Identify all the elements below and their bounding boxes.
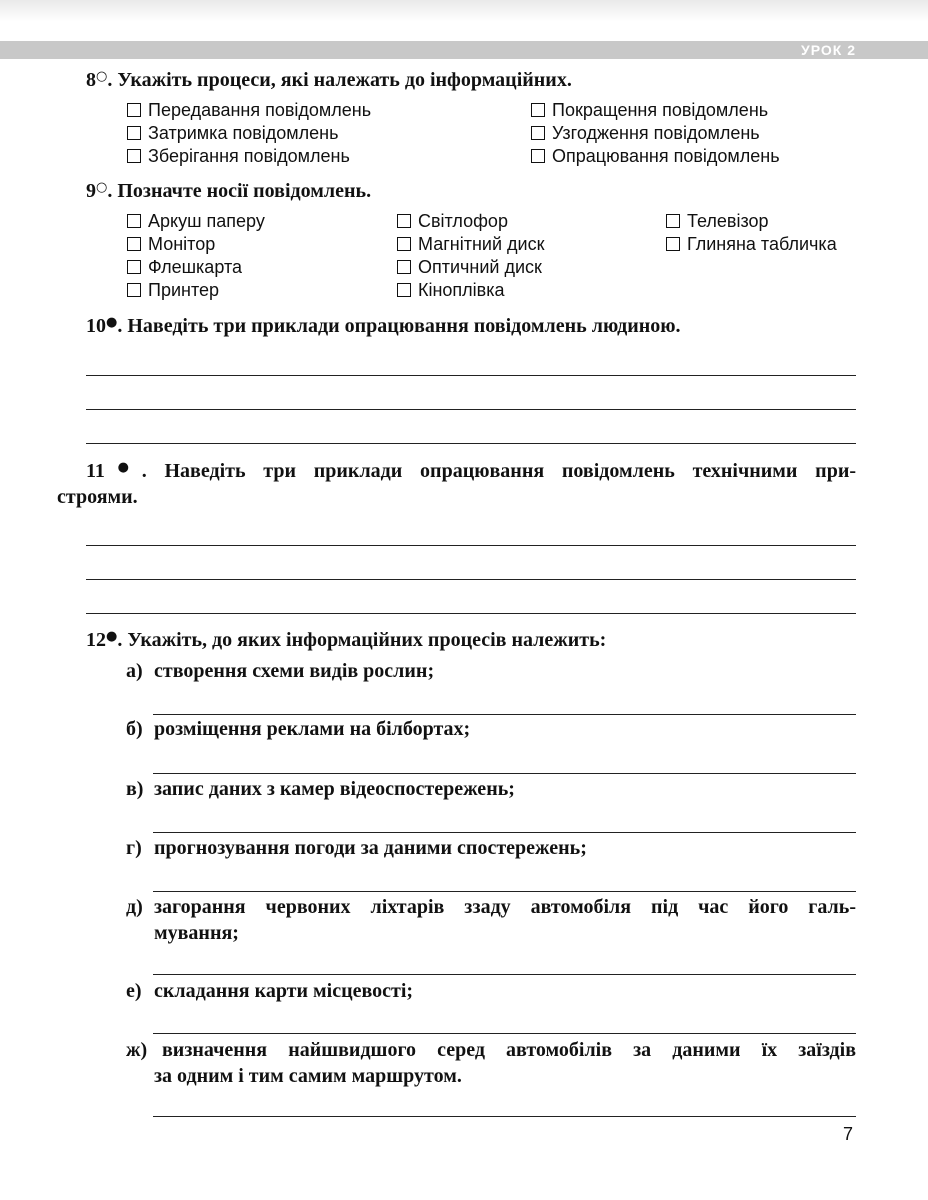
top-shadow xyxy=(0,0,928,22)
q12-item-c: в) запис даних з камер відеоспостережень; xyxy=(126,778,515,800)
page-number: 7 xyxy=(843,1124,854,1144)
checkbox-icon[interactable] xyxy=(397,283,411,297)
q12-item-g: ж) визначення найшвидшого серед автомобілів за даними їх заїздів xyxy=(126,1039,856,1061)
q12-item-e-continued: мування; xyxy=(154,922,239,944)
question-12-number: 12 xyxy=(86,629,106,651)
answer-line[interactable] xyxy=(153,974,856,975)
checkbox-icon[interactable] xyxy=(127,126,141,140)
question-9-text: Позначте носії повідомлень. xyxy=(117,180,372,202)
checkbox-icon[interactable] xyxy=(127,103,141,117)
q12-item-e: д) загорання червоних ліхтарів ззаду автомобіля під час його галь- xyxy=(126,896,856,918)
answer-line[interactable] xyxy=(86,545,856,546)
q9-option-5[interactable]: Світлофор xyxy=(397,210,508,232)
question-8-number: 8 xyxy=(86,69,96,91)
question-12: 12●. Укажіть, до яких інформаційних процесів належить: xyxy=(86,629,607,651)
q9-option-3[interactable]: Флешкарта xyxy=(127,256,242,278)
question-8-text: Укажіть процеси, які належать до інформаційних. xyxy=(117,69,572,91)
answer-line[interactable] xyxy=(153,1116,856,1117)
question-12-text: Укажіть, до яких інформаційних процесів належить: xyxy=(127,629,607,651)
checkbox-icon[interactable] xyxy=(127,260,141,274)
q8-option-1[interactable]: Передавання повідомлень xyxy=(127,99,371,121)
q9-option-1[interactable]: Аркуш паперу xyxy=(127,210,265,232)
level-dot-icon: ● xyxy=(106,629,118,644)
q9-option-7[interactable]: Оптичний диск xyxy=(397,256,542,278)
q12-item-b: б) розміщення реклами на білбортах; xyxy=(126,718,471,740)
q9-option-2[interactable]: Монітор xyxy=(127,233,215,255)
level-circle-icon: ○ xyxy=(96,180,108,195)
q8-option-2[interactable]: Затримка повідомлень xyxy=(127,122,339,144)
answer-line[interactable] xyxy=(86,443,856,444)
answer-line[interactable] xyxy=(86,613,856,614)
answer-line[interactable] xyxy=(86,409,856,410)
question-9: 9○. Позначте носії повідомлень. xyxy=(86,180,372,202)
q9-option-8[interactable]: Кіноплівка xyxy=(397,279,505,301)
header-bar xyxy=(0,41,928,59)
q12-item-a: а) створення схеми видів рослин; xyxy=(126,660,435,682)
question-11-text-continued: строями. xyxy=(57,486,138,508)
checkbox-icon[interactable] xyxy=(397,214,411,228)
answer-line[interactable] xyxy=(86,579,856,580)
q9-option-9[interactable]: Телевізор xyxy=(666,210,769,232)
answer-line[interactable] xyxy=(153,1033,856,1034)
checkbox-icon[interactable] xyxy=(531,103,545,117)
checkbox-icon[interactable] xyxy=(127,214,141,228)
question-11-number: 11 xyxy=(86,460,105,482)
question-11-text: Наведіть три приклади опрацювання повідомлень технічними при- xyxy=(164,460,857,482)
checkbox-icon[interactable] xyxy=(127,149,141,163)
question-11: 11●. Наведіть три приклади опрацювання повідомлень технічними при- xyxy=(86,460,857,482)
q8-option-3[interactable]: Зберігання повідомлень xyxy=(127,145,350,167)
question-10-text: Наведіть три приклади опрацювання повідомлень людиною. xyxy=(127,315,681,337)
checkbox-icon[interactable] xyxy=(666,237,680,251)
answer-line[interactable] xyxy=(153,891,856,892)
answer-line[interactable] xyxy=(153,773,856,774)
q12-item-d: г) прогнозування погоди за даними спостережень; xyxy=(126,837,587,859)
question-10: 10●. Наведіть три приклади опрацювання повідомлень людиною. xyxy=(86,315,681,337)
lesson-label: УРОК 2 xyxy=(801,42,856,58)
checkbox-icon[interactable] xyxy=(397,260,411,274)
level-dot-icon: ● xyxy=(104,460,142,475)
level-dot-icon: ● xyxy=(106,315,118,330)
question-8: 8○. Укажіть процеси, які належать до інформаційних. xyxy=(86,69,572,91)
question-10-number: 10 xyxy=(86,315,106,337)
checkbox-icon[interactable] xyxy=(531,149,545,163)
question-9-number: 9 xyxy=(86,180,96,202)
q9-option-10[interactable]: Глиняна табличка xyxy=(666,233,837,255)
q12-item-f: е) складання карти місцевості; xyxy=(126,980,414,1002)
checkbox-icon[interactable] xyxy=(666,214,680,228)
checkbox-icon[interactable] xyxy=(127,237,141,251)
level-circle-icon: ○ xyxy=(96,69,108,84)
q9-option-6[interactable]: Магнітний диск xyxy=(397,233,544,255)
q8-option-6[interactable]: Опрацювання повідомлень xyxy=(531,145,780,167)
checkbox-icon[interactable] xyxy=(127,283,141,297)
answer-line[interactable] xyxy=(153,714,856,715)
q8-option-4[interactable]: Покращення повідомлень xyxy=(531,99,768,121)
answer-line[interactable] xyxy=(153,832,856,833)
checkbox-icon[interactable] xyxy=(531,126,545,140)
q12-item-g-continued: за одним і тим самим маршрутом. xyxy=(154,1065,462,1087)
q8-option-5[interactable]: Узгодження повідомлень xyxy=(531,122,760,144)
checkbox-icon[interactable] xyxy=(397,237,411,251)
answer-line[interactable] xyxy=(86,375,856,376)
q9-option-4[interactable]: Принтер xyxy=(127,279,219,301)
